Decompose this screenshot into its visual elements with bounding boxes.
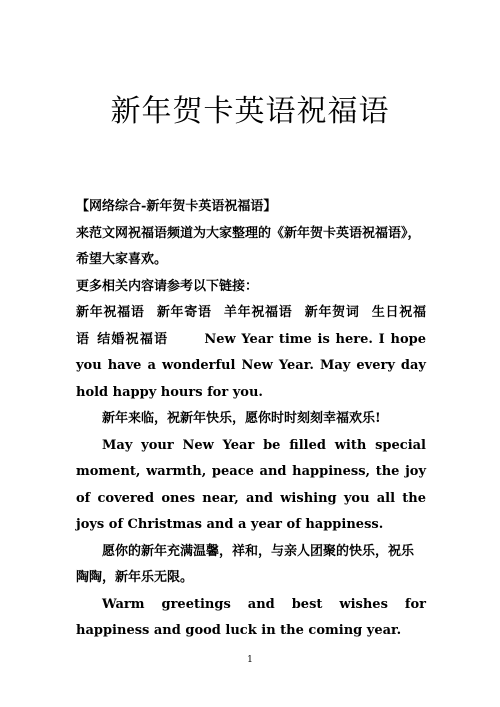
page-title: 新年贺卡英语祝福语 — [110, 94, 390, 129]
paragraph-2-en: May your New Year be filled with special moment, warmth, peace and happiness, the joy of covered ones near, and wishing you all the joys of Christmas and a year of happiness. — [76, 437, 426, 532]
link-new-year-greetings[interactable]: 新年贺词 — [304, 305, 360, 320]
page-number: 1 — [247, 655, 253, 665]
intro-text: 来范文网祝福语频道为大家整理的《新年贺卡英语祝福语》，希望大家喜欢。 — [76, 225, 421, 267]
link-wedding-wishes[interactable]: 结婚祝福语 — [97, 331, 169, 347]
paragraph-1-cn: 新年来临，祝新年快乐，愿你时时刻刻幸福欢乐! — [102, 411, 381, 426]
paragraph-3-en: Warm greetings and best wishes for happiness and good luck in the coming year. — [76, 596, 426, 638]
paragraph-2-cn: 愿你的新年充满温馨，祥和，与亲人团聚的快乐，祝乐陶陶，新年乐无限。 — [76, 543, 415, 585]
more-links-label: 更多相关内容请参考以下链接： — [76, 278, 259, 294]
link-list — [76, 300, 426, 406]
document-body — [76, 194, 426, 645]
link-new-year-message[interactable]: 新年寄语 — [156, 305, 212, 320]
link-new-year-wishes[interactable]: 新年祝福语 — [76, 305, 145, 320]
paragraph-1-en: New Year time is here. I hope you have a wonderful New Year. May every day hold happy hours for you. — [76, 331, 426, 400]
link-goat-year-wishes[interactable]: 羊年祝福语 — [223, 305, 293, 320]
link-birthday-wishes[interactable]: 生日祝福语 — [76, 305, 426, 347]
header-tag: 【网络综合-新年贺卡英语祝福语】 — [76, 199, 277, 214]
